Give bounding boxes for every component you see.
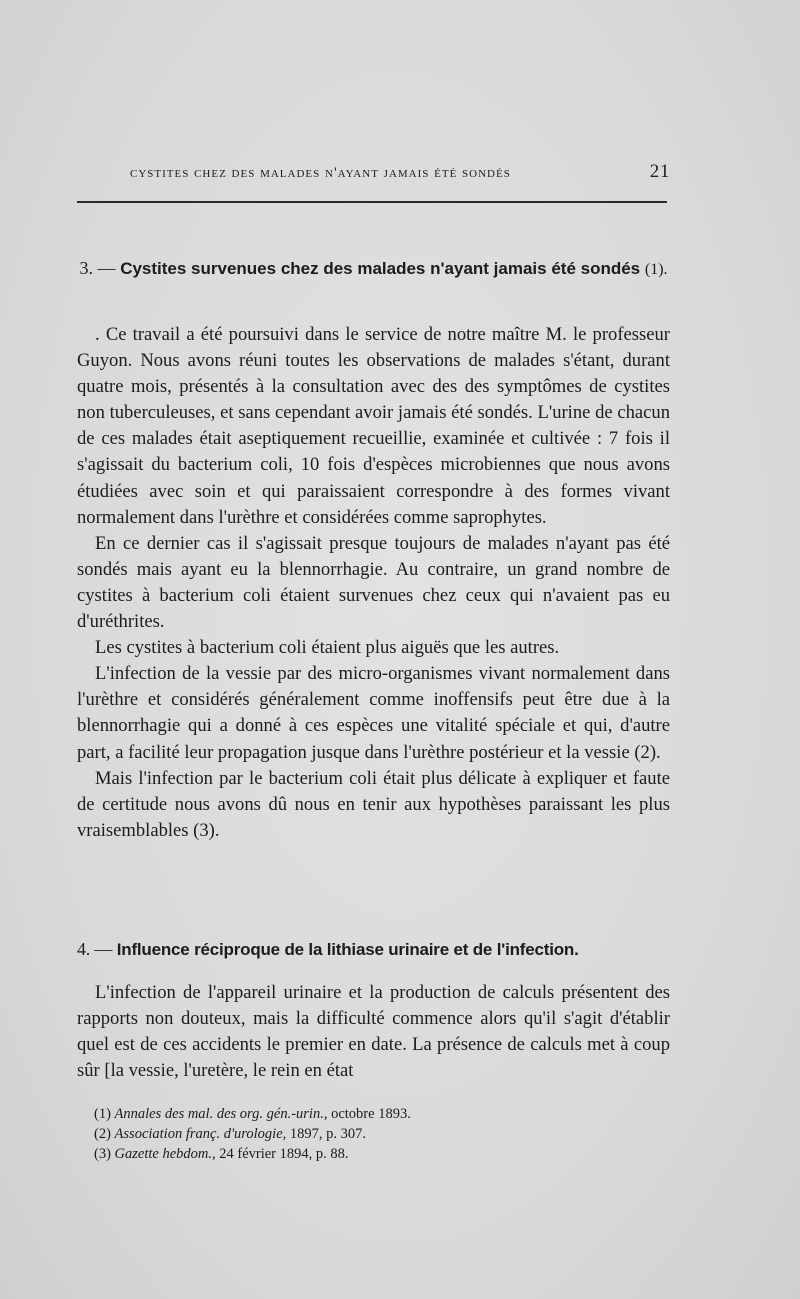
section-3-heading: Cystites survenues chez des malades n'ayant jamais été sondés (120, 259, 641, 278)
footnote (94, 1144, 654, 1164)
running-head (130, 161, 670, 183)
footnotes (94, 1104, 654, 1164)
section-3-number: 3. — (79, 258, 116, 278)
section-4-body (77, 980, 670, 1084)
footnote-mark: (1) (94, 1106, 111, 1122)
header-rule (77, 201, 667, 203)
paragraph: . Ce travail a été poursuivi dans le service de notre maître M. le professeur Guyon. Nous avons réuni toutes les observations de malades s'étant, durant quatre mois, présentés à la consultation avec des des symptômes de cystites non tuberculeuses, et sans cependant avoir jamais été sondés. L'urine de chacun de ces malades était aseptiquement recueillie, examinée et cultivée : 7 fois il s'agissait du bacterium coli, 10 fois d'espèces microbiennes que nous avons étudiées avec soin et qui paraissaient correspondre à des formes vivant normalement dans l'urèthre et considérées comme saprophytes. (77, 324, 670, 528)
footnote-source: Association franç. d'urologie (114, 1126, 283, 1142)
section-3-footnote-ref: (1). (644, 261, 668, 278)
paragraph: En ce dernier cas il s'agissait presque toujours de malades n'ayant pas été sondés mais ayant eu la blennorrhagie. Au contraire, un grand nombre de cystites à bacterium coli étaient survenues chez ceux qui n'avaient pas eu d'uréthrites. (77, 532, 670, 633)
footnote (94, 1104, 654, 1124)
section-3-body (77, 322, 670, 844)
section-4-heading: Influence réciproque de la lithiase urinaire et de l'infection. (116, 940, 579, 959)
footnote-source: Gazette hebdom. (114, 1146, 212, 1162)
paragraph: L'infection de la vessie par des micro-organismes vivant normalement dans l'urèthre et considérés généralement comme inoffensifs peut être due à la blennorrhagie qui a donné à ces espèces une vitalité spéciale et qui, d'autre part, a facilité leur propagation jusque dans l'urèthre postérieur et la vessie (2). (77, 663, 670, 763)
paragraph: Les cystites à bacterium coli étaient plus aiguës que les autres. (95, 637, 560, 659)
footnote-mark: (3) (94, 1146, 111, 1162)
footnote-detail: , 1897, p. 307. (282, 1126, 367, 1142)
paragraph: L'infection de l'appareil urinaire et la production de calculs présentent des rapports non douteux, mais la difficulté commence alors qu'il s'agit d'établir quel est de ces accidents le premier en date. La présence de calculs met à coup sûr [la vessie, l'uretère, le rein en état (77, 982, 670, 1082)
running-title: cystites chez des malades n'ayant jamais été sondés (130, 165, 511, 181)
footnote (94, 1124, 654, 1144)
section-3-title (77, 257, 670, 281)
section-4-title (77, 938, 670, 961)
footnote-detail: , 24 février 1894, p. 88. (212, 1146, 349, 1162)
footnote-detail: , octobre 1893. (323, 1106, 411, 1122)
footnote-source: Annales des mal. des org. gén.-urin. (114, 1106, 324, 1122)
page-number: 21 (649, 161, 670, 182)
section-4-number: 4. — (77, 939, 113, 959)
paragraph: Mais l'infection par le bacterium coli était plus délicate à expliquer et faute de certitude nous avons dû nous en tenir aux hypothèses paraissant les plus vraisemblables (3). (77, 767, 670, 841)
footnote-mark: (2) (94, 1126, 111, 1142)
